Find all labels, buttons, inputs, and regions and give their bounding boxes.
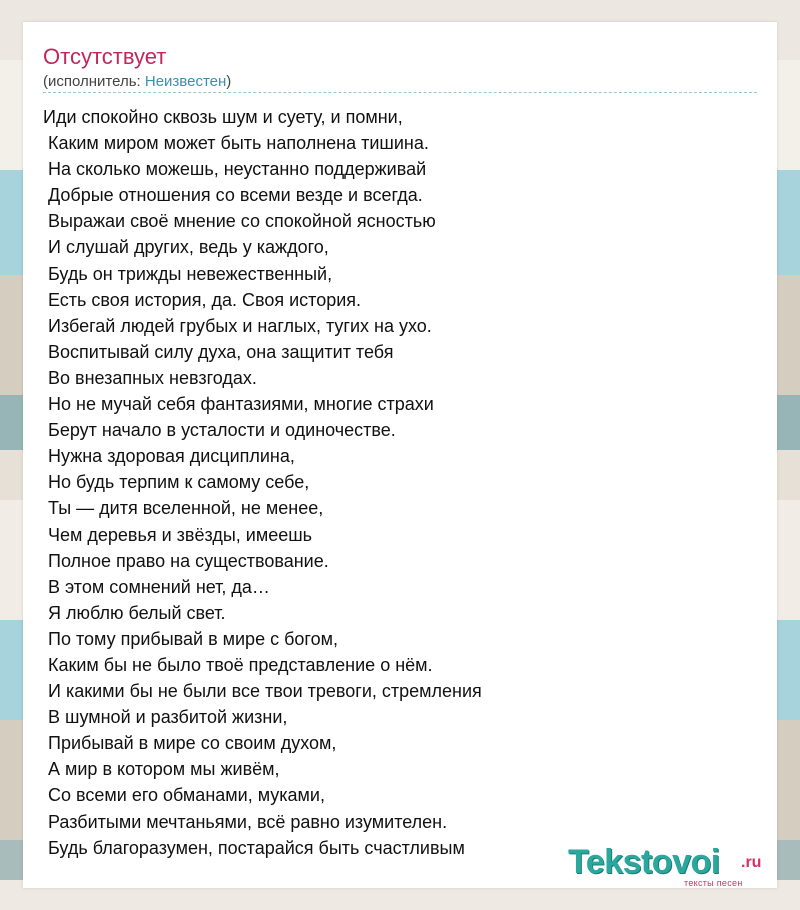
lyrics-card <box>23 22 777 888</box>
dashed-divider <box>43 92 757 93</box>
lyric-line: Воспитывай силу духа, она защитит тебя <box>48 341 394 362</box>
song-title: Отсутствует <box>43 44 167 69</box>
lyric-line: Каким бы не было твоё представление о нём. <box>48 654 433 675</box>
lyric-line: И какими бы не были все твои тревоги, стремления <box>48 681 482 702</box>
lyric-line: Есть своя история, да. Своя история. <box>48 289 362 310</box>
lyric-line: Но будь терпим к самому себе, <box>48 472 310 493</box>
artist-prefix: (исполнитель: <box>43 73 145 90</box>
lyric-line: Чем деревья и звёзды, имеешь <box>48 524 313 545</box>
lyric-line: В этом сомнений нет, да… <box>48 576 270 597</box>
lyric-line: Разбитыми мечтаньями, всё равно изумителен. <box>48 811 448 832</box>
artist-suffix: ) <box>226 73 232 90</box>
lyric-line: Во внезапных невзгодах. <box>48 367 257 388</box>
lyric-line: Со всеми его обманами, муками, <box>48 785 325 806</box>
lyric-line: Избегай людей грубых и наглых, тугих на ухо. <box>48 315 432 336</box>
lyric-line: И слушай других, ведь у каждого, <box>48 237 329 258</box>
logo-tagline: тексты песен <box>684 878 743 888</box>
lyric-line: Но не мучай себя фантазиями, многие страхи <box>48 394 434 415</box>
lyric-line: В шумной и разбитой жизни, <box>48 707 288 728</box>
logo-tld: .ru <box>741 854 762 871</box>
lyric-line: Я люблю белый свет. <box>48 602 226 623</box>
lyric-line: По тому прибывай в мире с богом, <box>48 628 338 649</box>
lyric-line: А мир в котором мы живём, <box>48 759 280 780</box>
tekstovoi-logo[interactable] <box>568 842 778 888</box>
lyric-line: Каким миром может быть наполнена тишина. <box>48 133 429 154</box>
lyric-line: Выражаи своё мнение со спокойной ясностью <box>48 211 436 232</box>
artist-line <box>43 72 231 92</box>
lyric-line: Полное право на существование. <box>48 550 329 571</box>
lyric-line: Иди спокойно сквозь шум и суету, и помни, <box>43 107 403 127</box>
artist-link[interactable]: Неизвестен <box>144 73 227 90</box>
lyric-line: Прибывай в мире со своим духом, <box>48 733 337 754</box>
lyric-line: Добрые отношения со всеми везде и всегда. <box>48 185 423 206</box>
lyric-line: Нужна здоровая дисциплина, <box>48 446 295 467</box>
lyric-line: Будь благоразумен, постарайся быть счастливым <box>48 837 465 858</box>
logo-name: Tekstovoi <box>568 843 720 881</box>
lyric-line: На сколько можешь, неустанно поддерживай <box>48 159 427 180</box>
lyric-line: Берут начало в усталости и одиночестве. <box>48 420 396 441</box>
lyric-line: Будь он трижды невежественный, <box>48 263 333 284</box>
lyric-line: Ты — дитя вселенной, не менее, <box>48 498 324 519</box>
lyrics-text <box>43 104 482 861</box>
